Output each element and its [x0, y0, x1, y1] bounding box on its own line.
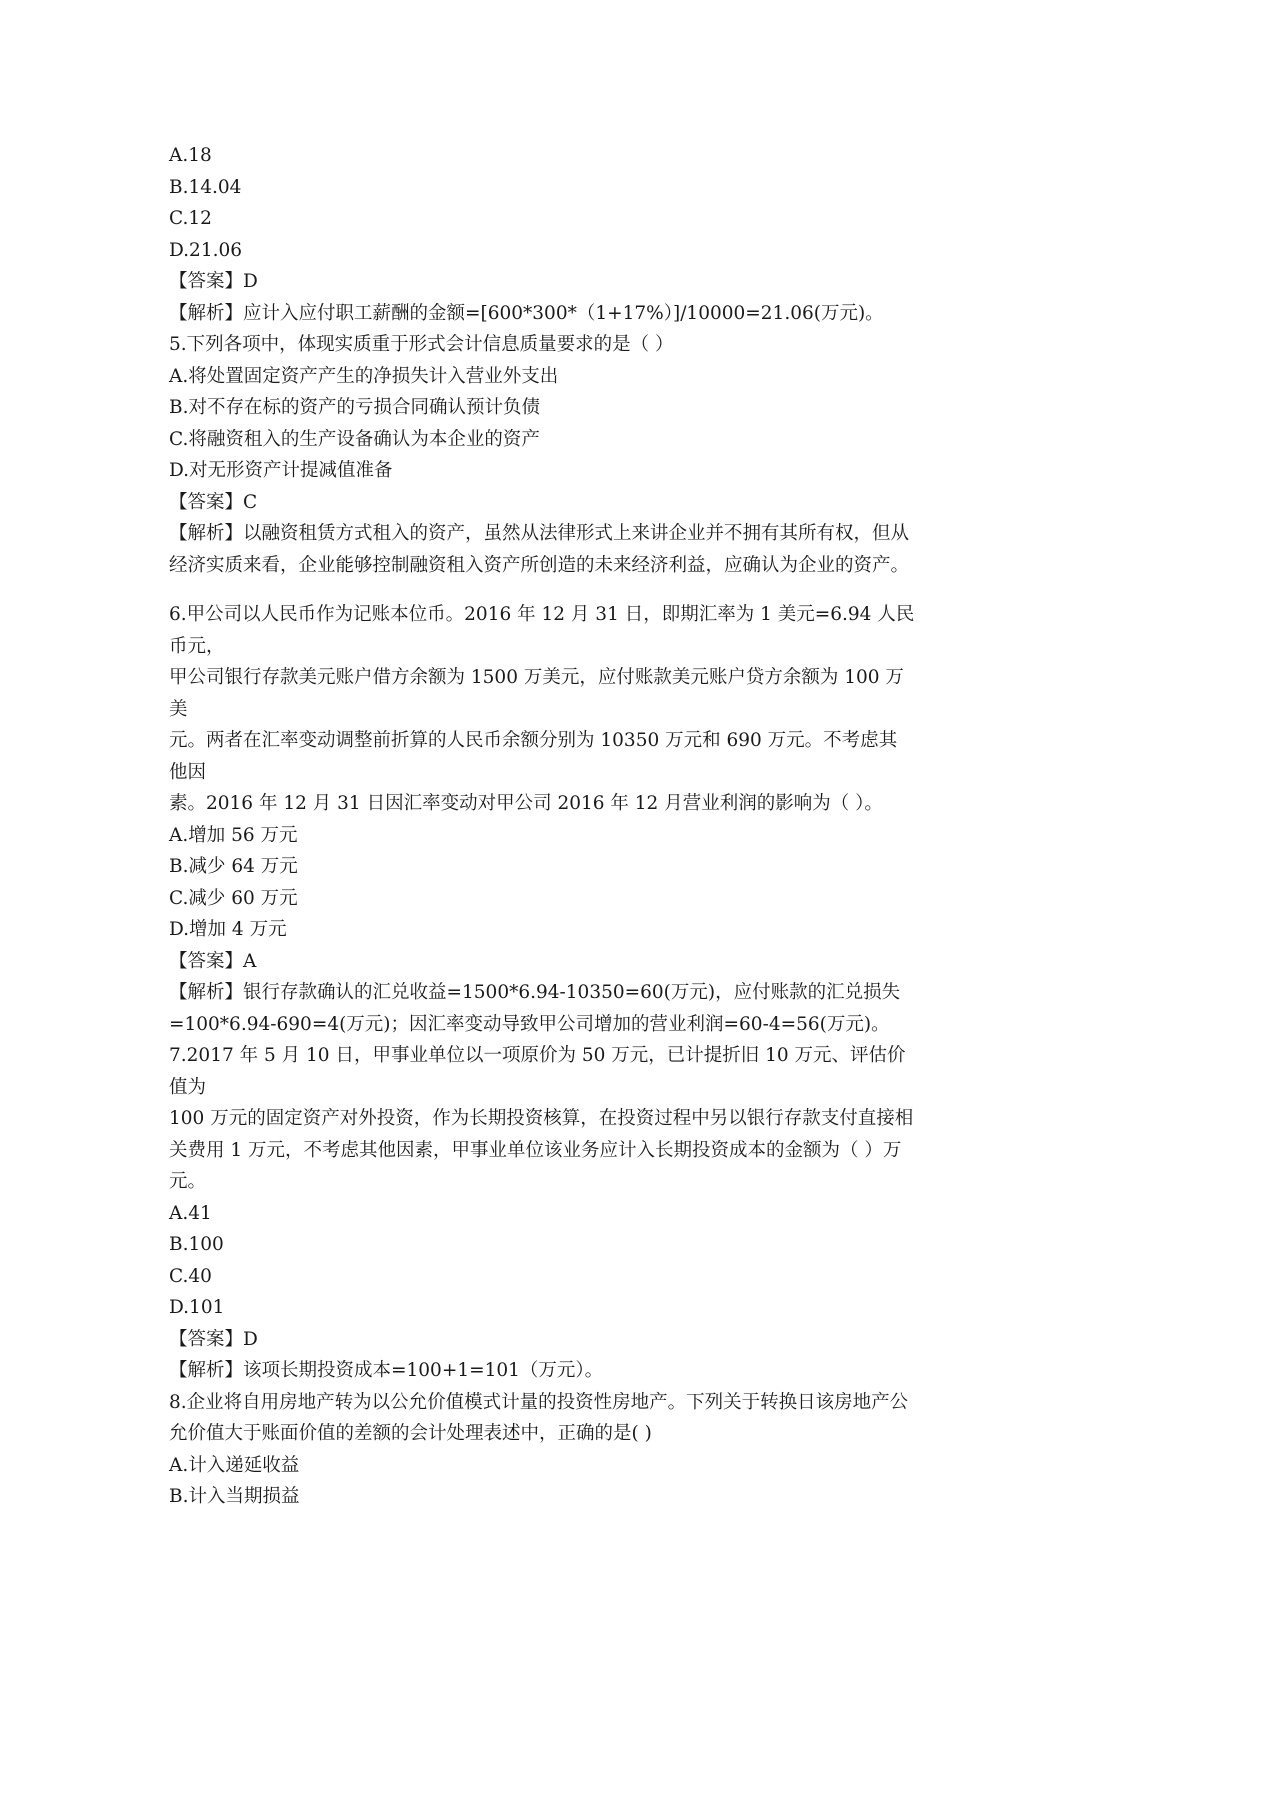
option-line: A.增加 56 万元: [169, 824, 298, 846]
option-line: D.增加 4 万元: [169, 919, 287, 940]
question-line: 6.甲公司以人民币作为记账本位币。2016 年 12 月 31 日，即期汇率为 1 美元=6.94 人民: [169, 604, 915, 625]
option-line: D.101: [169, 1297, 225, 1318]
analysis-line: 经济实质来看，企业能够控制融资租入资产所创造的未来经济利益，应确认为企业的资产。: [169, 554, 910, 576]
question-line: 美: [169, 698, 188, 720]
answer-line: 【答案】A: [169, 950, 257, 972]
analysis-line: 【解析】银行存款确认的汇兑收益=1500*6.94-10350=60(万元)，应付账款的汇兑损失: [169, 982, 901, 1003]
question-line: 元。两者在汇率变动调整前折算的人民币余额分别为 10350 万元和 690 万元。不考虑其: [169, 730, 898, 751]
option-line: A.计入递延收益: [169, 1454, 300, 1476]
answer-line: 【答案】C: [169, 491, 258, 513]
option-line: C.40: [169, 1265, 212, 1287]
question-line: 他因: [169, 761, 207, 783]
analysis-line: =100*6.94-690=4(万元)；因汇率变动导致甲公司增加的营业利润=60-4=56(万元)。: [169, 1013, 890, 1035]
option-line: B.减少 64 万元: [169, 856, 298, 877]
option-line: B.100: [169, 1234, 224, 1255]
option-line: C.减少 60 万元: [169, 887, 298, 909]
question-line: 关费用 1 万元，不考虑其他因素，甲事业单位该业务应计入长期投资成本的金额为（ ）万: [169, 1139, 902, 1161]
text-line: B.14.04: [169, 176, 242, 198]
analysis-line: 【解析】以融资租赁方式租入的资产，虽然从法律形式上来讲企业并不拥有其所有权，但从: [169, 523, 910, 544]
analysis-line: 【解析】应计入应付职工薪酬的金额=[600*300*（1+17%）]/10000=21.06(万元)。: [169, 302, 884, 324]
document-page: [169, 140, 1031, 1513]
question-line: 值为: [169, 1076, 207, 1098]
option-line: B.对不存在标的资产的亏损合同确认预计负债: [169, 397, 540, 418]
question-line: 允价值大于账面价值的差额的会计处理表述中，正确的是( ): [169, 1423, 652, 1444]
question-line: 甲公司银行存款美元账户借方余额为 1500 万美元，应付账款美元账户贷方余额为 100 万: [169, 667, 904, 688]
question-line: 7.2017 年 5 月 10 日，甲事业单位以一项原价为 50 万元，已计提折旧 10 万元、评估价: [169, 1045, 906, 1066]
question-line: 8.企业将自用房地产转为以公允价值模式计量的投资性房地产。下列关于转换日该房地产公: [169, 1391, 909, 1413]
question-line: 币元，: [169, 635, 225, 657]
option-line: C.将融资租入的生产设备确认为本企业的资产: [169, 428, 540, 450]
option-line: B.计入当期损益: [169, 1486, 300, 1507]
option-line: D.对无形资产计提减值准备: [169, 460, 393, 481]
answer-line: 【答案】D: [169, 271, 258, 292]
answer-line: 【答案】D: [169, 1328, 258, 1350]
spacer: [169, 581, 1031, 599]
question-line: 元。: [169, 1171, 207, 1192]
text-line: A.18: [169, 145, 212, 166]
option-line: A.将处置固定资产产生的净损失计入营业外支出: [169, 365, 559, 387]
question-line: 素。2016 年 12 月 31 日因汇率变动对甲公司 2016 年 12 月营业利润的影响为（ ）。: [169, 793, 883, 814]
option-line: A.41: [169, 1202, 212, 1224]
question-line: 5.下列各项中，体现实质重于形式会计信息质量要求的是（ ）: [169, 334, 674, 355]
text-line: C.12: [169, 208, 212, 229]
analysis-line: 【解析】该项长期投资成本=100+1=101（万元）。: [169, 1360, 604, 1381]
question-line: 100 万元的固定资产对外投资，作为长期投资核算，在投资过程中另以银行存款支付直接相: [169, 1108, 914, 1129]
text-line: D.21.06: [169, 239, 243, 261]
